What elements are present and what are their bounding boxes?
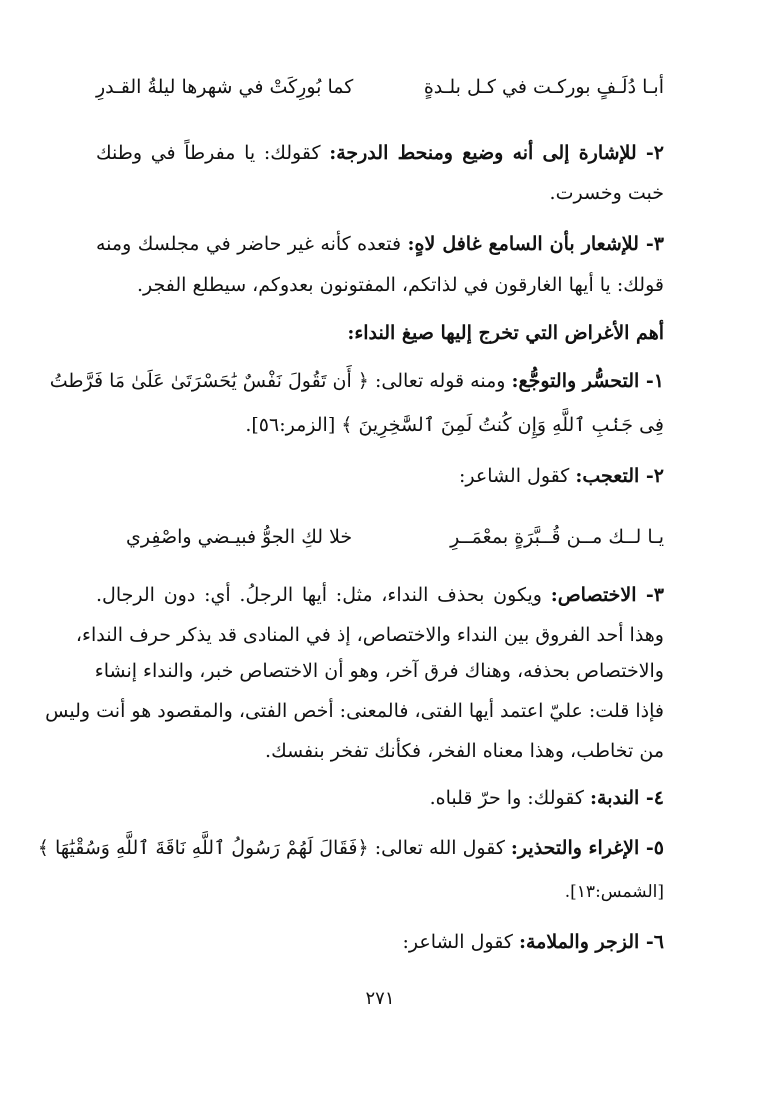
purpose-4-line: [96, 783, 664, 813]
purpose-3-line3: والاختصاص بحذفه، وهناك فرق آخر، وهو أن الاختصاص خبر، والنداء إنشاء: [94, 660, 664, 682]
section-heading: أهم الأغراض التي تخرج إليها صيغ النداء:: [347, 322, 664, 344]
poem1-left-hemistich: كما بُورِكَتْ في شهرها ليلةُ القـدرِ: [96, 76, 354, 98]
purpose-3-line4: فإذا قلت: عليّ اعتمد أيها الفتى، فالمعنى: أخص الفتى، والمقصود هو أنت وليس: [45, 700, 664, 722]
purpose-3-label: ٣- الاختصاص:: [550, 584, 664, 606]
item-2-label: ٢- للإشارة إلى أنه وضيع ومنحط الدرجة:: [329, 142, 664, 164]
poem2-right-hemistich: يـا لــك مــن قُــبَّرَةٍ بمعْمَــرِ: [450, 526, 664, 548]
purpose-5-text: كقول الله تعالى: ﴿فَقَالَ لَهُمْ رَسُولُ ٱللَّهِ نَاقَةَ ٱللَّهِ وَسُقْيَٰهَا ﴾: [37, 837, 505, 859]
item-3-line1: [96, 229, 664, 259]
item-3-label: ٣- للإشعار بأن السامع غافل لاهٍ:: [407, 233, 665, 255]
poem2-left-hemistich: خلا لكِ الجوُّ فبيـضي واصْفِري: [126, 526, 353, 548]
item-2-text: كقولك: يا مفرطاً في وطنك: [96, 142, 321, 164]
purpose-4-label: ٤- الندبة:: [590, 787, 664, 809]
item-3-line2: قولك: يا أيها الغارقون في لذاتكم، المفتونون بعدوكم، سيطلع الفجر.: [136, 274, 664, 296]
page-number: ٢٧١: [365, 988, 395, 1009]
purpose-1-text: ومنه قوله تعالى: ﴿ أَن تَقُولَ نَفْسٌ يَٰحَسْرَتَىٰ عَلَىٰ مَا فَرَّطتُ: [49, 370, 506, 392]
purpose-1-line1: [49, 366, 664, 396]
purpose-2-line: [96, 461, 664, 491]
purpose-3-line2: وهذا أحد الفروق بين النداء والاختصاص، إذ في المنادى قد يذكر حرف النداء،: [75, 624, 664, 646]
poem1-right-hemistich: أبـا دُلَـفٍ بوركـت في كـل بلـدةٍ: [423, 76, 664, 98]
purpose-5-line1: [37, 833, 664, 863]
purpose-2-text: كقول الشاعر:: [458, 465, 570, 487]
item-3-text: فتعده كأنه غير حاضر في مجلسك ومنه: [96, 233, 402, 255]
purpose-2-label: ٢- التعجب:: [575, 465, 664, 487]
purpose-3-line5: من تخاطب، وهذا معناه الفخر، فكأنك تفخر بنفسك.: [265, 740, 664, 762]
purpose-3-text: ويكون بحذف النداء، مثل: أيها الرجلُ. أي: دون الرجال.: [96, 584, 542, 606]
purpose-5-line2: [الشمس:١٣].: [564, 882, 664, 902]
purpose-4-text: كقولك: وا حرّ قلباه.: [429, 787, 584, 809]
purpose-5-label: ٥- الإغراء والتحذير:: [510, 837, 664, 859]
purpose-6-line: [96, 927, 664, 957]
purpose-1-label: ١- التحسُّر والتوجُّع:: [511, 370, 664, 392]
purpose-1-line2: فِى جَنۢبِ ٱللَّهِ وَإِن كُنتُ لَمِنَ ٱلسَّٰخِرِينَ ﴾ [الزمر:٥٦].: [245, 414, 664, 436]
item-2-line2: خبت وخسرت.: [549, 182, 664, 204]
purpose-6-label: ٦- الزجر والملامة:: [518, 931, 664, 953]
purpose-6-text: كقول الشاعر:: [402, 931, 513, 953]
item-2-line1: [96, 138, 664, 168]
purpose-3-line1: [96, 580, 664, 610]
